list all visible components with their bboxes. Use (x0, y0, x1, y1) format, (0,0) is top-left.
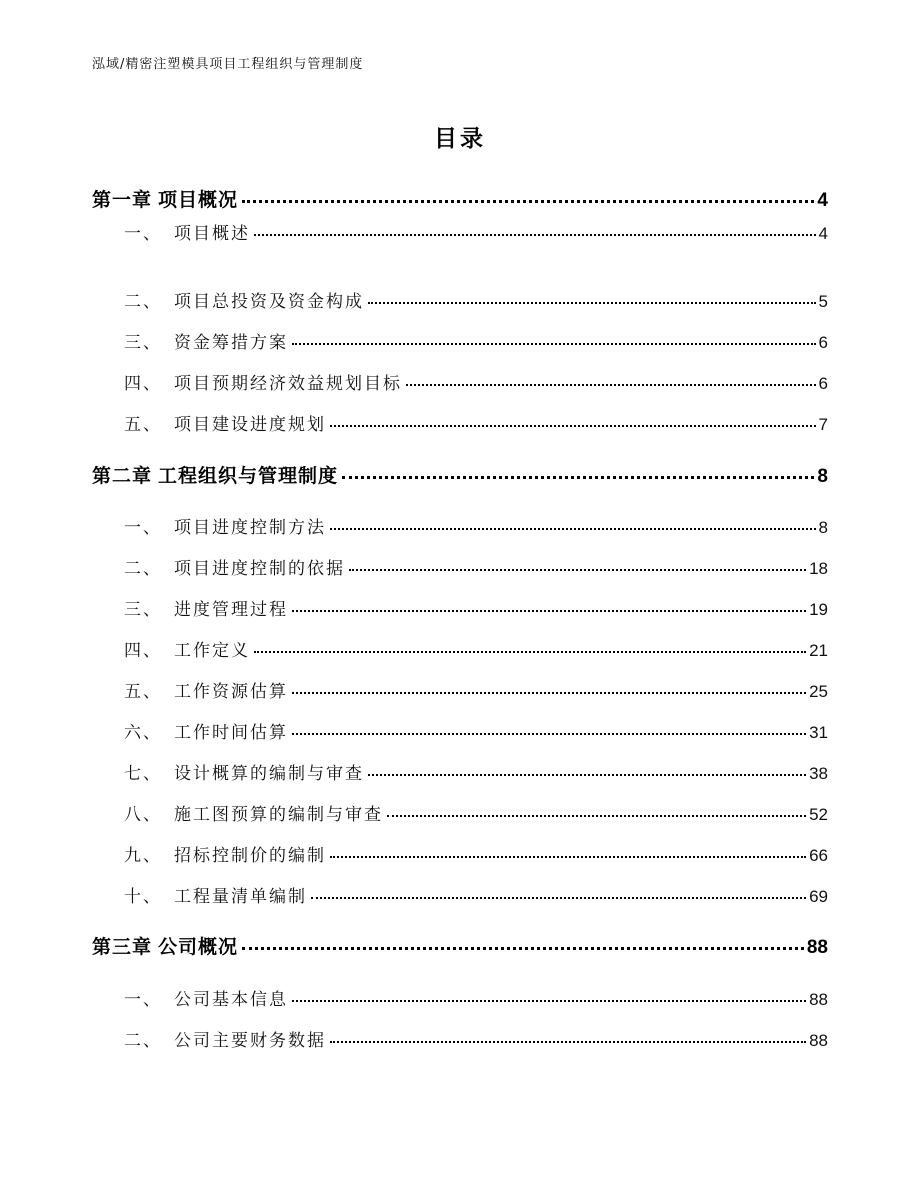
toc-chapter-entry[interactable] (92, 461, 828, 488)
toc-section-title: 项目进度控制的依据 (174, 559, 345, 579)
toc-dot-leader (292, 609, 806, 612)
toc-section-number: 二、 (124, 292, 162, 312)
toc-dot-leader (292, 691, 806, 694)
toc-section-number: 八、 (124, 805, 162, 825)
toc-page-number: 6 (818, 333, 828, 352)
toc-page-number: 52 (809, 805, 828, 824)
toc-dot-leader (254, 233, 816, 236)
toc-section-entry[interactable] (124, 759, 828, 784)
running-header: 泓域/精密注塑模具项目工程组织与管理制度 (92, 57, 364, 72)
toc-section-number: 十、 (124, 887, 162, 907)
toc-section-entry[interactable] (124, 636, 828, 661)
toc-chapter-entry[interactable] (92, 932, 828, 959)
toc-section-entry[interactable] (124, 841, 828, 866)
toc-page-number: 19 (809, 600, 828, 619)
toc-section-entry[interactable] (124, 287, 828, 312)
toc-section-number: 二、 (124, 1031, 162, 1051)
toc-page-number: 4 (817, 190, 828, 211)
toc-section-entry[interactable] (124, 513, 828, 538)
toc-section-title: 工作资源估算 (174, 682, 288, 702)
toc-section-entry[interactable] (124, 219, 828, 244)
toc-dot-leader (311, 896, 806, 899)
toc-section-title: 项目总投资及资金构成 (174, 292, 364, 312)
toc-section-title: 项目建设进度规划 (174, 415, 326, 435)
toc-section-title: 项目预期经济效益规划目标 (174, 374, 402, 394)
toc-section-number: 二、 (124, 559, 162, 579)
toc-section-title: 工作时间估算 (174, 723, 288, 743)
toc-section-entry[interactable] (124, 800, 828, 825)
toc-section-number: 六、 (124, 723, 162, 743)
toc-section-title: 公司基本信息 (174, 990, 288, 1010)
toc-section-number: 一、 (124, 518, 162, 538)
toc-dot-leader (242, 199, 814, 203)
toc-chapter-title: 公司概况 (158, 936, 239, 958)
toc-section-entry[interactable] (124, 410, 828, 435)
toc-dot-leader (330, 855, 806, 858)
toc-page-number: 25 (809, 682, 828, 701)
toc-page-number: 18 (809, 559, 828, 578)
toc-section-title: 资金筹措方案 (174, 333, 288, 353)
toc-section-entry[interactable] (124, 595, 828, 620)
toc-section-title: 项目进度控制方法 (174, 518, 326, 538)
toc-section-entry[interactable] (124, 882, 828, 907)
toc-section-title: 公司主要财务数据 (174, 1031, 326, 1051)
toc-dot-leader (368, 773, 806, 776)
page-title: 目录 (434, 126, 486, 152)
toc-section-title: 设计概算的编制与审查 (174, 764, 364, 784)
toc-section-number: 一、 (124, 990, 162, 1010)
toc-page-number: 8 (818, 518, 828, 537)
toc-dot-leader (330, 1040, 806, 1043)
toc-dot-leader (342, 475, 814, 479)
toc-chapter-number: 第三章 (92, 936, 153, 958)
toc-dot-leader (242, 946, 804, 950)
toc-dot-leader (406, 383, 816, 386)
toc-page-number: 5 (818, 292, 828, 311)
toc-section-entry[interactable] (124, 718, 828, 743)
toc-section-number: 五、 (124, 682, 162, 702)
toc-section-title: 进度管理过程 (174, 600, 288, 620)
toc-section-title: 工程量清单编制 (174, 887, 307, 907)
toc-section-entry[interactable] (124, 677, 828, 702)
toc-section-entry[interactable] (124, 369, 828, 394)
toc-section-entry[interactable] (124, 554, 828, 579)
toc-chapter-title: 项目概况 (158, 189, 239, 211)
toc-dot-leader (292, 732, 806, 735)
toc-page-number: 6 (818, 374, 828, 393)
toc-page-number: 4 (818, 224, 828, 243)
toc-section-entry[interactable] (124, 985, 828, 1010)
toc-page-number: 88 (809, 1031, 828, 1050)
toc-dot-leader (349, 568, 806, 571)
toc-section-entry[interactable] (124, 1026, 828, 1051)
toc-section-number: 九、 (124, 846, 162, 866)
toc-section-number: 三、 (124, 600, 162, 620)
toc-page-number: 31 (809, 723, 828, 742)
toc-page-number: 88 (806, 937, 828, 958)
toc-dot-leader (292, 999, 806, 1002)
toc-dot-leader (254, 650, 806, 653)
toc-page-number: 69 (809, 887, 828, 906)
toc-page-number: 21 (809, 641, 828, 660)
toc-dot-leader (330, 527, 816, 530)
toc-section-number: 四、 (124, 374, 162, 394)
toc-dot-leader (368, 301, 816, 304)
toc-section-title: 招标控制价的编制 (174, 846, 326, 866)
toc-section-number: 七、 (124, 764, 162, 784)
toc-dot-leader (292, 342, 816, 345)
toc-section-number: 三、 (124, 333, 162, 353)
toc-chapter-number: 第一章 (92, 189, 153, 211)
toc-page-number: 38 (809, 764, 828, 783)
toc-chapter-entry[interactable] (92, 185, 828, 212)
toc-section-number: 一、 (124, 224, 162, 244)
toc-page-number: 7 (818, 415, 828, 434)
toc-dot-leader (387, 814, 806, 817)
toc-dot-leader (330, 424, 816, 427)
toc-section-title: 工作定义 (174, 641, 250, 661)
toc-section-title: 项目概述 (174, 224, 250, 244)
toc-section-number: 五、 (124, 415, 162, 435)
toc-chapter-title: 工程组织与管理制度 (158, 465, 339, 487)
toc-chapter-number: 第二章 (92, 465, 153, 487)
toc-section-title: 施工图预算的编制与审查 (174, 805, 383, 825)
toc-page-number: 8 (817, 466, 828, 487)
toc-page-number: 66 (809, 846, 828, 865)
toc-section-entry[interactable] (124, 328, 828, 353)
toc-section-number: 四、 (124, 641, 162, 661)
toc-page-number: 88 (809, 990, 828, 1009)
